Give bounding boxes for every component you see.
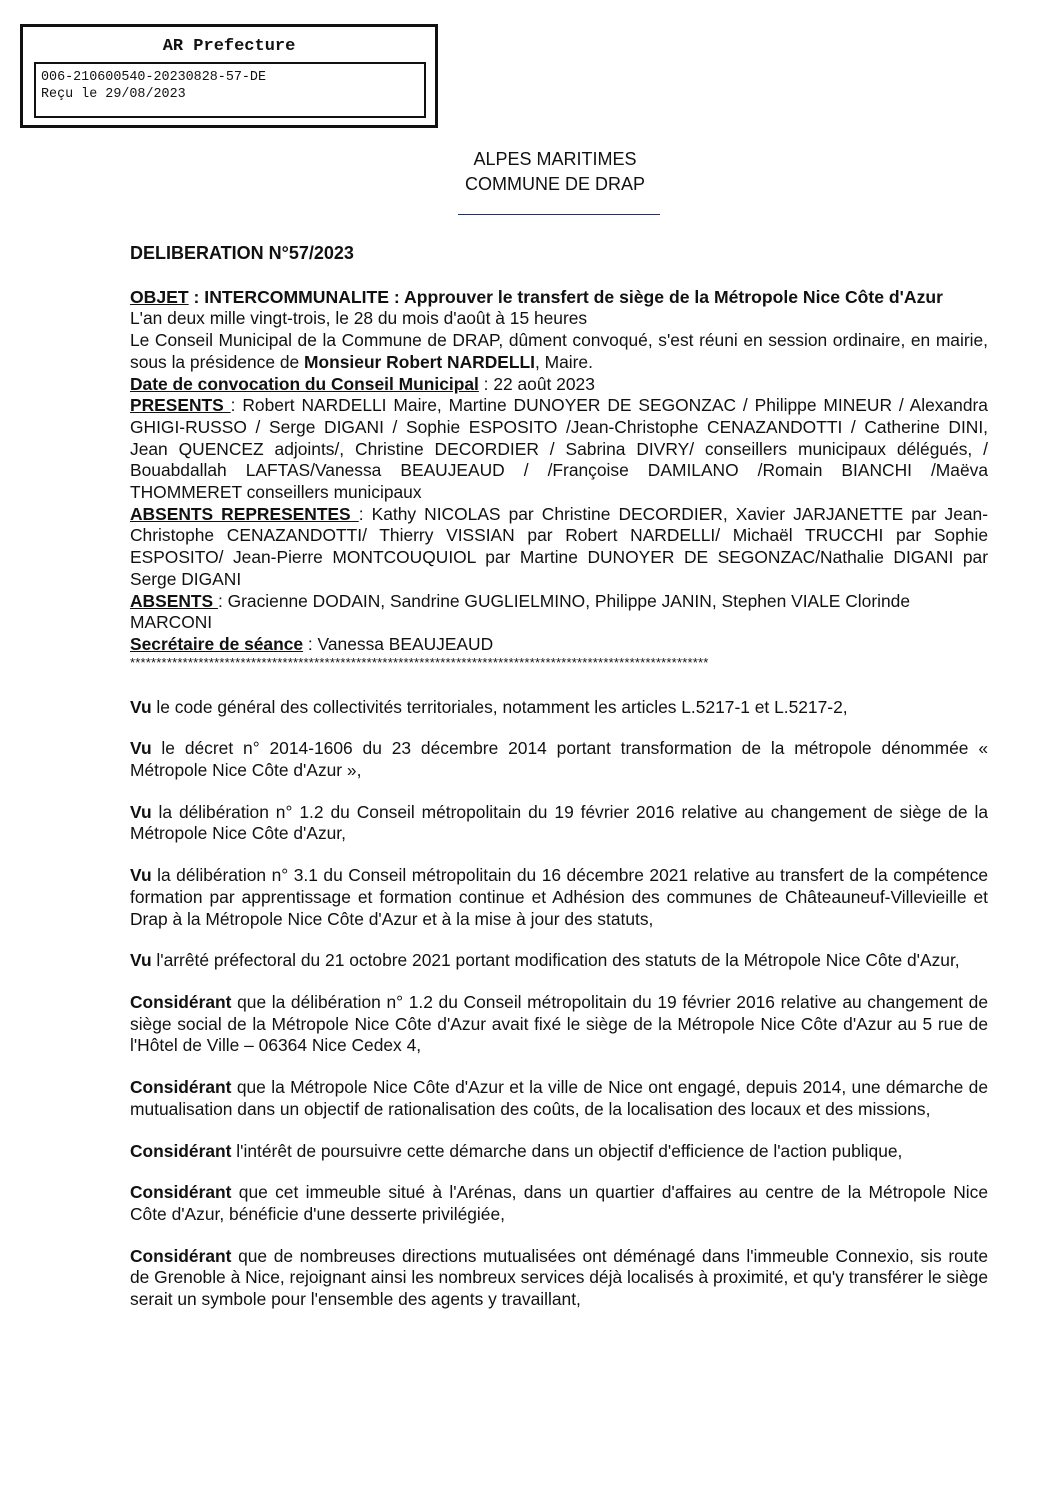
secretaire-value: : Vanessa BEAUJEAUD — [303, 633, 494, 654]
paragraph-keyword: Vu — [130, 696, 152, 717]
convocation-value: : 22 août 2023 — [478, 373, 595, 394]
visa-paragraph — [130, 950, 988, 972]
considerant-paragraph — [130, 1077, 988, 1120]
convocation-label: Date de convocation du Conseil Municipal — [130, 373, 479, 394]
secretaire-label: Secrétaire de séance — [130, 633, 304, 654]
considerant-paragraph — [130, 1246, 988, 1311]
absents-representes-value: : Kathy NICOLAS par Christine DECORDIER, Xavier JARJANETTE par Jean-Christophe CENAZANDOTTI/ Thierry VISSIAN par Robert NARDELLI/ Michaël TRUCCHI par Sophie ESPOSITO/ Jean-Pierre MONTCOUQUIOL par Martine DUNOYER DE SEGONZAC/Nathalie DIGANI par Serge DIGANI — [130, 503, 988, 589]
stamp-reference: 006-210600540-20230828-57-DE — [41, 70, 266, 85]
paragraph-text: la délibération n° 3.1 du Conseil métropolitain du 16 décembre 2021 relative au transfert de la compétence formation par apprentissage et formation continue et Adhésion des communes de Châteauneuf-Villevieille et Drap à la Métropole Nice Côte d'Azur et à la mise à jour des statuts, — [130, 865, 988, 929]
separator-line: ************************************************************************************************************** — [130, 656, 709, 669]
paragraph-text: la délibération n° 1.2 du Conseil métropolitain du 19 février 2016 relative au changement de siège de la Métropole Nice Côte d'Azur, — [130, 801, 988, 844]
objet-label: OBJET — [130, 286, 189, 307]
visa-paragraph — [130, 802, 988, 845]
document-body — [130, 243, 988, 1311]
commune-name: COMMUNE DE DRAP — [464, 174, 645, 194]
absents-list — [130, 591, 988, 634]
paragraph-text: le code général des collectivités territoriales, notamment les articles L.5217-1 et L.5217-2, — [151, 696, 848, 717]
presents-value: : Robert NARDELLI Maire, Martine DUNOYER DE SEGONZAC / Philippe MINEUR / Alexandra GHIGI-RUSSO / Serge DIGANI / Sophie ESPOSITO /Jean-Christophe CENAZANDOTTI / Catherine DINI, Jean QUENCEZ adjoints/, Christine DECORDIER / Sabrina DIVRY/ conseillers municipaux délégués, / Bouabdallah LAFTAS/Vanessa BEAUJEAUD / /Françoise DAMILANO /Romain BIANCHI /Maëva THOMMERET conseillers municipaux — [130, 395, 988, 503]
department-name: ALPES MARITIMES — [473, 149, 637, 169]
stamp-reference-box — [34, 62, 426, 118]
paragraph-keyword: Considérant — [130, 1140, 232, 1161]
stamp-title: AR Prefecture — [162, 37, 296, 56]
objet-line — [130, 287, 988, 309]
considerant-paragraph — [130, 1141, 988, 1163]
paragraph-keyword: Considérant — [130, 1245, 232, 1266]
convocation-date — [130, 374, 988, 396]
deliberation-number: DELIBERATION N°57/2023 — [130, 243, 354, 263]
paragraph-keyword: Vu — [130, 738, 152, 759]
visas-section — [130, 697, 988, 1311]
absents-representes-list — [130, 504, 988, 591]
session-president: Monsieur Robert NARDELLI — [304, 351, 535, 372]
visa-paragraph — [130, 697, 988, 719]
objet-text: : INTERCOMMUNALITE : Approuver le transfert de siège de la Métropole Nice Côte d'Azur — [188, 286, 943, 307]
header-divider — [458, 214, 660, 215]
paragraph-keyword: Considérant — [130, 991, 232, 1012]
presents-label: PRESENTS — [130, 395, 231, 416]
paragraph-text: que la délibération n° 1.2 du Conseil métropolitain du 19 février 2016 relative au changement de siège social de la Métropole Nice Côte d'Azur avait fixé le siège de la Métropole Nice Côte d'Azur au 5 rue de l'Hôtel de Ville – 06364 Nice Cedex 4, — [130, 991, 988, 1056]
stamp-received-date: Reçu le 29/08/2023 — [41, 87, 186, 102]
session-intro — [130, 330, 988, 373]
paragraph-text: l'arrêté préfectoral du 21 octobre 2021 portant modification des statuts de la Métropole Nice Côte d'Azur, — [151, 950, 960, 971]
paragraph-text: le décret n° 2014-1606 du 23 décembre 2014 portant transformation de la métropole dénommée « Métropole Nice Côte d'Azur », — [130, 738, 988, 781]
paragraph-keyword: Considérant — [130, 1077, 232, 1098]
absents-value: : Gracienne DODAIN, Sandrine GUGLIELMINO, Philippe JANIN, Stephen VIALE Clorinde MARCONI — [130, 590, 911, 633]
document-header — [440, 147, 670, 197]
secretaire-line — [130, 634, 988, 656]
paragraph-text: que de nombreuses directions mutualisées ont déménagé dans l'immeuble Connexio, sis route de Grenoble à Nice, rejoignant ainsi les nombreux services déjà localisés à proximité, et qu'y transférer le siège serait un symbole pour l'ensemble des agents y travaillant, — [130, 1245, 988, 1310]
visa-paragraph — [130, 865, 988, 930]
session-intro-text: Le Conseil Municipal de la Commune de DRAP, dûment convoqué, s'est réuni en session ordinaire, en mairie, sous la présidence de — [130, 330, 988, 372]
prefecture-stamp — [20, 24, 438, 128]
paragraph-keyword: Vu — [130, 865, 152, 886]
paragraph-keyword: Vu — [130, 950, 152, 971]
presents-list — [130, 395, 988, 504]
visa-paragraph — [130, 738, 988, 781]
session-date: L'an deux mille vingt-trois, le 28 du mois d'août à 15 heures — [130, 308, 588, 329]
session-president-suffix: , Maire. — [534, 351, 593, 372]
considerant-paragraph — [130, 1182, 988, 1225]
paragraph-text: que la Métropole Nice Côte d'Azur et la ville de Nice ont engagé, depuis 2014, une démarche de mutualisation dans un objectif de rationalisation des coûts, de la localisation des locaux et des missions, — [130, 1077, 988, 1119]
considerant-paragraph — [130, 992, 988, 1057]
paragraph-text: que cet immeuble situé à l'Arénas, dans un quartier d'affaires au centre de la Métropole Nice Côte d'Azur, bénéficie d'une desserte privilégiée, — [130, 1182, 988, 1224]
paragraph-text: l'intérêt de poursuivre cette démarche dans un objectif d'efficience de l'action publique, — [231, 1140, 903, 1161]
absents-label: ABSENTS — [130, 590, 218, 611]
paragraph-keyword: Considérant — [130, 1182, 232, 1203]
absents-representes-label: ABSENTS REPRESENTES — [130, 503, 359, 524]
paragraph-keyword: Vu — [130, 801, 152, 822]
